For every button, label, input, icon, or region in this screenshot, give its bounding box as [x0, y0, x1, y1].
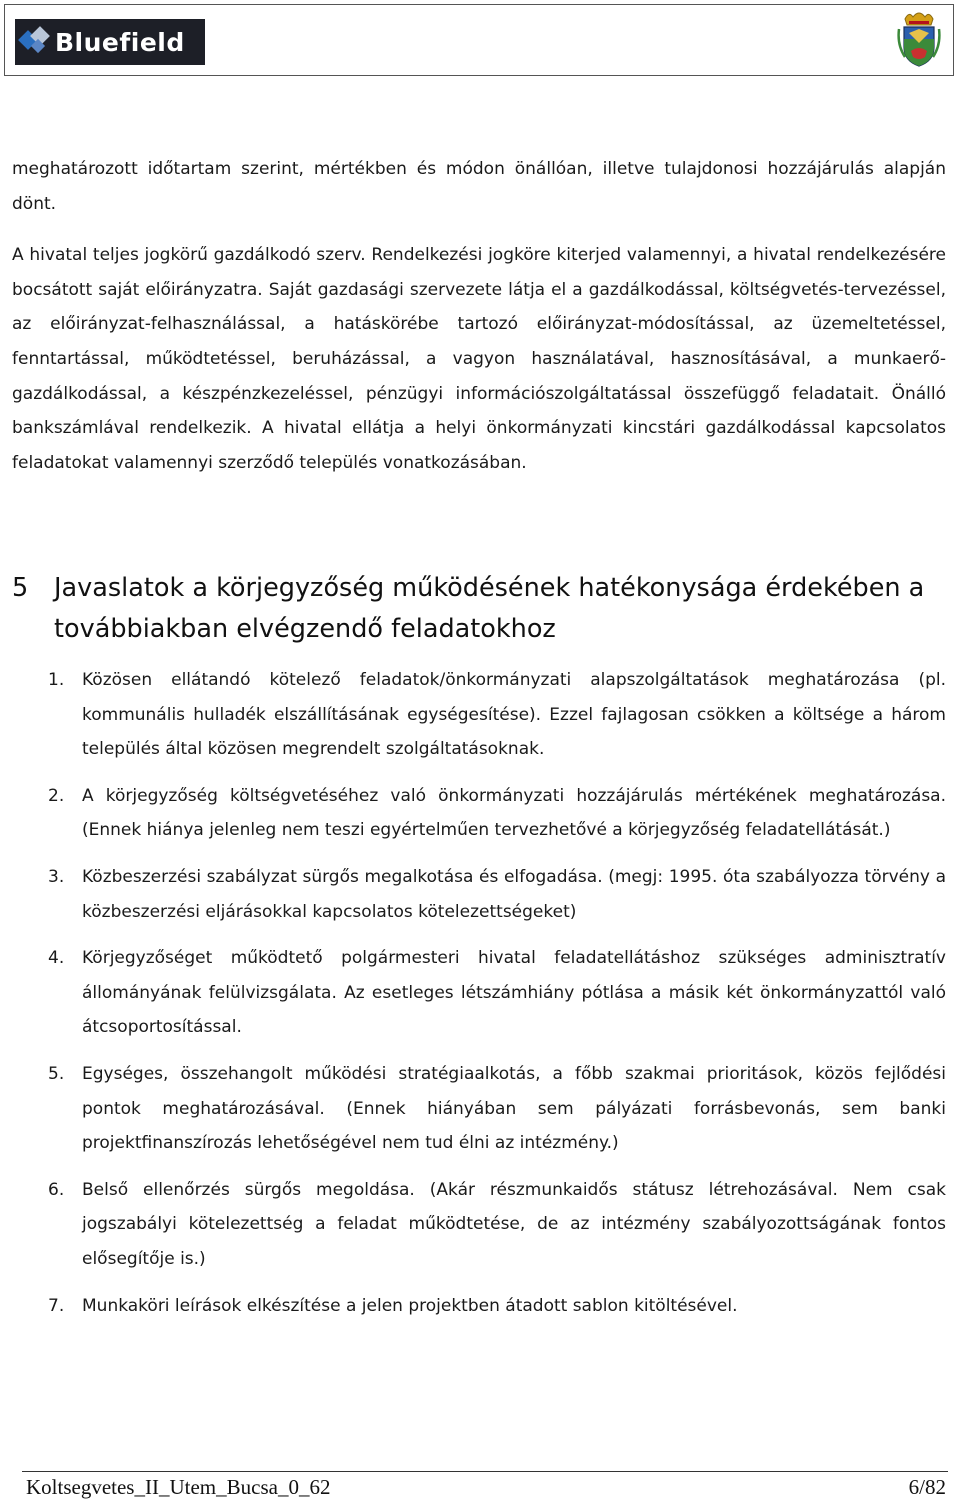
bluefield-logo	[15, 19, 205, 65]
list-item-number: 2.	[48, 785, 65, 806]
list-item-text: Munkaköri leírások elkészítése a jelen projektben átadott sablon kitöltésével.	[82, 1295, 738, 1316]
list-item-text: Közbeszerzési szabályzat sürgős megalkotása és elfogadása. (megj: 1995. óta szabályozza törvény a közbeszerzési eljárásokkal kapcsolatos kötelezettségeket)	[82, 866, 946, 922]
list-item-number: 1.	[48, 670, 65, 690]
list-item-text: Egységes, összehangolt működési stratégiaalkotás, a főbb szakmai prioritások, közös fejlődési pontok meghatározásával. (Ennek hiányában sem pályázati forrásbevonás, sem banki projektfinanszírozás lehetőségével nem tud élni az intézmény.)	[82, 1063, 946, 1154]
list-item	[0, 779, 946, 848]
list-item	[0, 860, 946, 929]
section-heading	[12, 568, 946, 650]
page-footer	[22, 1471, 948, 1503]
page-header	[4, 4, 954, 76]
list-item	[0, 1057, 946, 1161]
recommendation-list	[0, 663, 960, 1335]
paragraph: A hivatal teljes jogkörű gazdálkodó szerv. Rendelkezési jogköre kiterjed valamennyi, a hivatal rendelkezésére bocsátott saját előirányzatra. Saját gazdasági szervezete látja el a gazdálkodással, költségvetés-tervezéssel, az előirányzat-felhasználással, a hatáskörébe tartozó előirányzat-módosítással, az üzemeltetéssel, fenntartással, működtetéssel, beruházással, a vagyon használatával, hasznosításával, a munkaerő-gazdálkodással, a készpénzkezeléssel, pénzügyi információszolgáltatással összefüggő feladatait. Önálló bankszámlával rendelkezik. A hivatal ellátja a helyi önkormányzati kincstári gazdálkodással kapcsolatos feladatokat valamennyi szerződő település vonatkozásában.	[12, 245, 946, 473]
list-item-text: Közösen ellátandó kötelező feladatok/önkormányzati alapszolgáltatások meghatározása (pl. kommunális hulladék elszállításának egységesítése). Ezzel fajlagosan csökken a költsége a három település által közösen megrendelt szolgáltatásoknak.	[82, 670, 946, 760]
footer-filename: Koltsegvetes_II_Utem_Bucsa_0_62	[26, 1475, 331, 1499]
list-item	[0, 1173, 946, 1277]
paragraph: meghatározott időtartam szerint, mértékben és módon önállóan, illetve tulajdonosi hozzájárulás alapján dönt.	[12, 159, 946, 214]
section-title: Javaslatok a körjegyzőség működésének hatékonysága érdekében a továbbiakban elvégzendő feladatokhoz	[54, 573, 925, 644]
page-number: 6/82	[908, 1475, 946, 1499]
list-item	[0, 663, 946, 767]
section-number: 5	[12, 573, 29, 603]
list-item	[0, 1289, 946, 1324]
list-item-text: A körjegyzőség költségvetéséhez való önkormányzati hozzájárulás mértékének meghatározása. (Ennek hiánya jelenleg nem teszi egyértelműen tervezhetővé a körjegyzőség feladatellátását.)	[82, 785, 946, 841]
coat-of-arms-icon	[897, 9, 941, 69]
logo-text: Bluefield	[55, 27, 185, 57]
list-item-text: Körjegyzőséget működtető polgármesteri hivatal feladatellátáshoz szükséges adminisztratív állományának felülvizsgálata. Az esetleges létszámhiány pótlása a másik két önkormányzattól való átcsoportosítással.	[82, 948, 946, 1038]
list-item-number: 7.	[48, 1295, 65, 1316]
list-item-number: 5.	[48, 1063, 65, 1084]
list-item-text: Belső ellenőrzés sürgős megoldása. (Akár részmunkaidős státusz létrehozásával. Nem csak jogszabályi kötelezettség a feladat működtetése, de az intézmény szabályozottságának fontos elősegítője is.)	[82, 1179, 946, 1269]
list-item	[0, 941, 946, 1045]
body-text	[12, 152, 946, 480]
list-item-number: 4.	[48, 948, 65, 969]
diamond-logo-icon	[15, 19, 55, 65]
list-item-number: 6.	[48, 1179, 65, 1200]
list-item-number: 3.	[48, 866, 65, 887]
